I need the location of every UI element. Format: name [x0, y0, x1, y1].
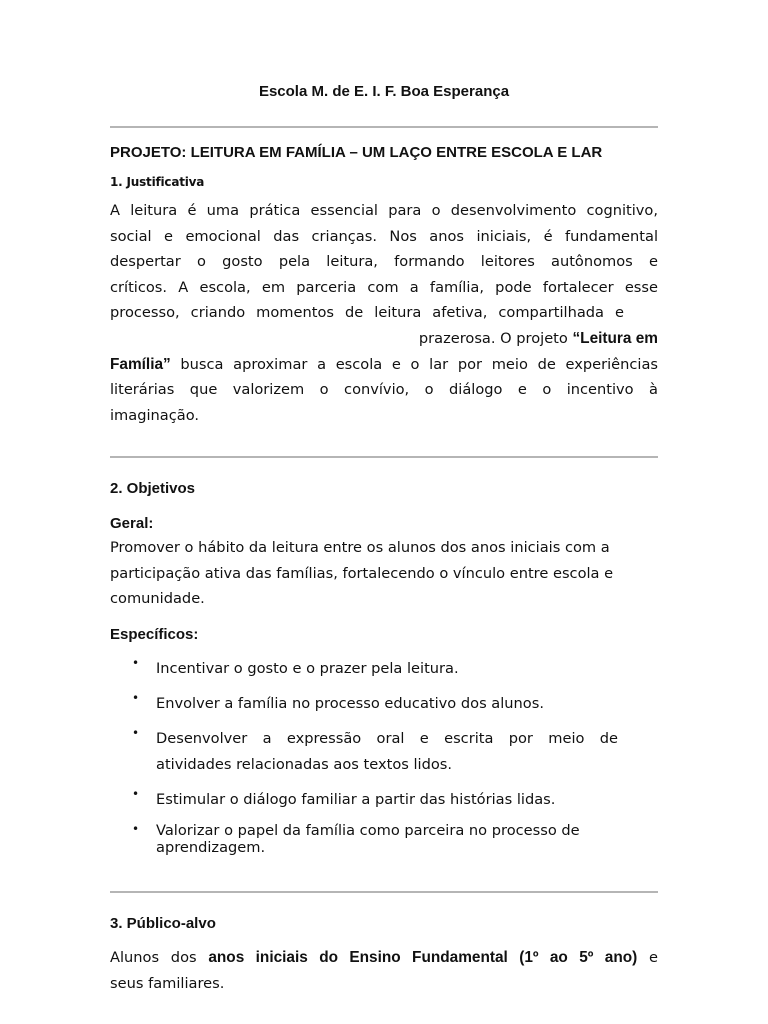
text-line: social e emocional das crianças. Nos anos iniciais, é fundamental	[110, 227, 658, 245]
text-line: literárias que valorizem o convívio, o diálogo e o incentivo à	[110, 381, 658, 399]
list-item-text: Incentivar o gosto e o prazer pela leitura.	[156, 660, 459, 677]
project-title: PROJETO: LEITURA EM FAMÍLIA – UM LAÇO ENTRE ESCOLA E LAR	[110, 144, 603, 161]
list-item-text: Valorizar o papel da família como parceira no processo de aprendizagem.	[156, 822, 580, 856]
text-line: imaginação.	[110, 406, 200, 424]
text-line: comunidade.	[110, 590, 205, 608]
geral-paragraph	[110, 535, 658, 612]
bullet-icon: •	[132, 822, 140, 836]
text-line: A leitura é uma prática essencial para o desenvolvimento cognitivo,	[110, 202, 658, 219]
text-line: seus familiares.	[110, 974, 225, 992]
project-name: “Leitura em	[572, 329, 658, 347]
text-line: Promover o hábito da leitura entre os alunos dos anos iniciais com a	[110, 539, 610, 556]
text-line: Família” busca aproximar a escola e o lar por meio de experiências	[110, 355, 658, 373]
divider	[110, 456, 658, 458]
justificativa-paragraph	[110, 198, 658, 428]
text-line: participação ativa das famílias, fortalecendo o vínculo entre escola e	[110, 564, 614, 582]
text-line: despertar o gosto pela leitura, formando leitores autônomos e	[110, 253, 658, 271]
bullet-icon: •	[132, 656, 140, 670]
justificativa-heading: 1. Justificativa	[110, 175, 205, 189]
bullet-icon: •	[132, 787, 140, 801]
bullet-icon: •	[132, 691, 140, 705]
list-item-text: Envolver a família no processo educativo dos alunos.	[156, 695, 544, 712]
text-line: críticos. A escola, em parceria com a família, pode fortalecer esse	[110, 278, 658, 296]
objetivos-heading: 2. Objetivos	[110, 480, 196, 497]
text-line: Alunos dos anos iniciais do Ensino Fundamental (1º ao 5º ano) e	[110, 949, 658, 966]
project-name: Família”	[110, 355, 171, 373]
list-item-text: Desenvolver a expressão oral e escrita por meio de atividades relacionadas aos textos lidos.	[156, 730, 618, 773]
especificos-label: Específicos:	[110, 626, 199, 643]
publico-paragraph	[110, 945, 658, 996]
divider	[110, 126, 658, 128]
text-line: processo, criando momentos de leitura afetiva, compartilhada e	[110, 304, 624, 322]
bullet-icon: •	[132, 726, 140, 740]
geral-label: Geral:	[110, 515, 154, 532]
school-name: Escola M. de E. I. F. Boa Esperança	[258, 83, 510, 100]
divider	[110, 891, 658, 893]
list-item-text: Estimular o diálogo familiar a partir das histórias lidas.	[156, 791, 556, 808]
publico-heading: 3. Público-alvo	[110, 915, 216, 932]
text-line: prazerosa. O projeto “Leitura em	[418, 329, 658, 347]
